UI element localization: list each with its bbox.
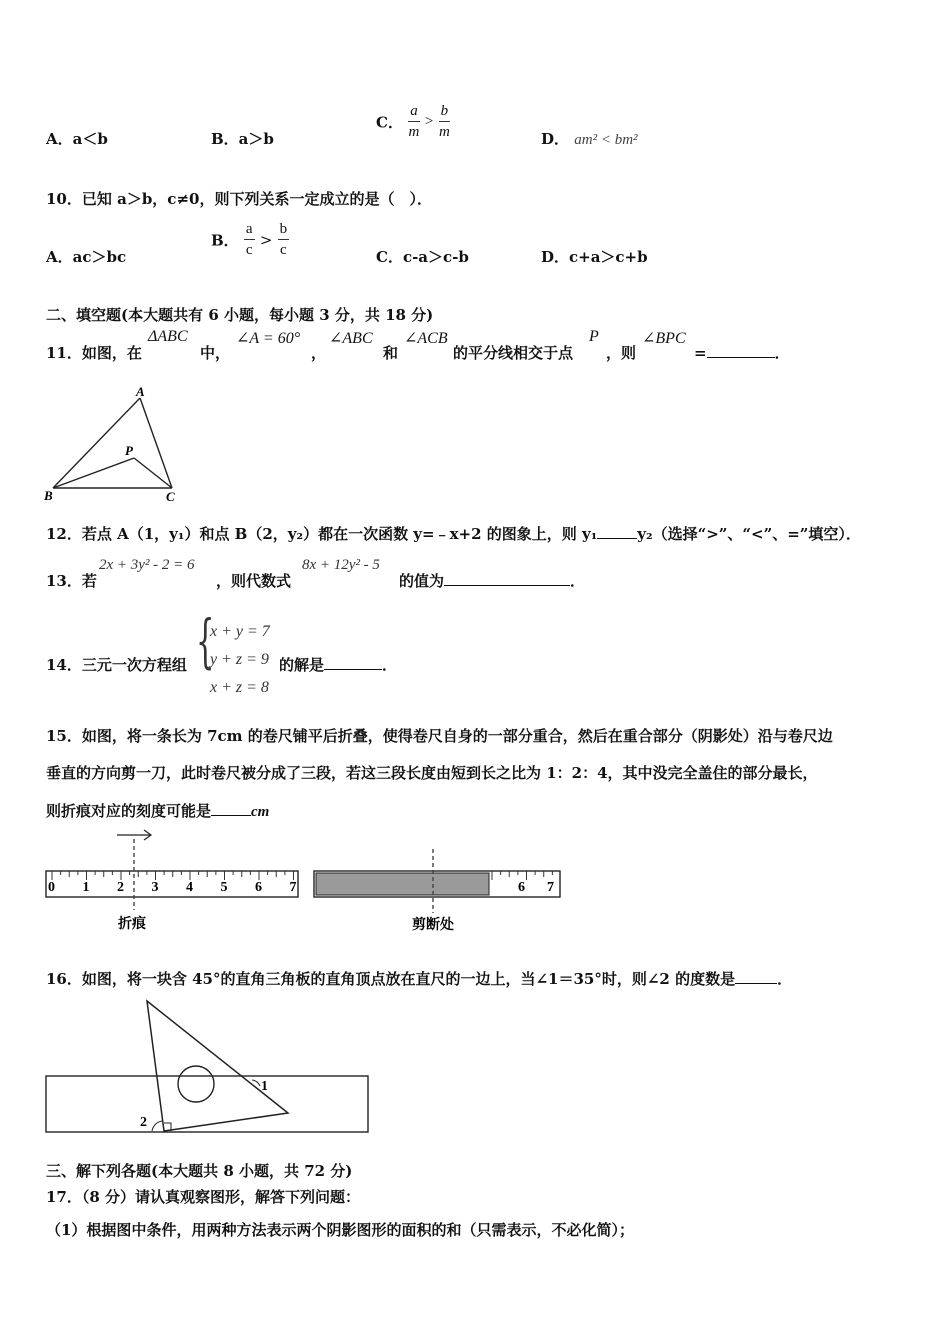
q11-text: 11．如图，在 [46, 344, 142, 362]
tape-tick-label: 4 [186, 880, 193, 895]
q15-blank[interactable] [211, 801, 251, 816]
q9-c-fraction-left: $\frac{a}{m}$ [408, 103, 420, 140]
q16-set-square-hole [178, 1066, 214, 1102]
q11-period: ． [774, 344, 790, 362]
tape-tick-label: 1 [82, 880, 90, 895]
q9-c-fraction-right: $\frac{b}{m}$ [438, 103, 450, 140]
q15-unit: cm [251, 804, 270, 820]
q16-text [46, 968, 792, 989]
tape-tick-label: 2 [117, 880, 124, 895]
q10-b-fraction-right: $\frac{b}{c}$ [279, 221, 288, 258]
q14-system [210, 618, 270, 702]
q11-text-4: 和 [383, 344, 399, 362]
q13-text-3: 的值为 [399, 572, 445, 590]
q13-blank[interactable] [444, 571, 570, 586]
q11-segment-bp [53, 458, 134, 488]
q9-option-b: B．a＞b [211, 130, 274, 148]
q12-blank[interactable] [597, 524, 637, 539]
q11-blank[interactable] [707, 343, 775, 358]
q10-b-fraction-left: $\frac{a}{c}$ [245, 221, 253, 258]
q15-line-3 [46, 800, 269, 821]
q11-label-a: A [136, 384, 145, 399]
q16-label-1: 1 [261, 1079, 268, 1094]
q9-option-c: C． $\frac{a}{m}$ > $\frac{b}{m}$ [376, 103, 450, 140]
tape-tick-label: 3 [151, 880, 159, 895]
q14-equation-3: x + z = 8 [210, 679, 269, 696]
q9-option-d: D． am² < bm² [541, 130, 638, 148]
q14-equation-1: x + y = 7 [210, 623, 270, 640]
q11-label-p: P [125, 443, 133, 458]
q11-triangle-figure [40, 380, 200, 505]
q17-part-1: （1）根据图中条件，用两种方法表示两个阴影图形的面积的和（只需表示，不必化简）； [46, 1221, 634, 1239]
q11-angle-bpc: ∠BPC [642, 330, 686, 347]
q15-tape-figure [40, 825, 580, 940]
q9-d-expression: am² < bm² [574, 132, 638, 148]
q11-angle-a: ∠A = 60° [236, 330, 301, 347]
section-3-title: 三、解下列各题(本大题共 8 小题，共 72 分) [46, 1162, 353, 1180]
q13-answer [399, 570, 585, 591]
q15-line-1: 15．如图，将一条长为 7cm 的卷尺铺平后折叠，使得卷尺自身的一部分重合，然后在重合部分（阴影处）沿与卷尺边 [46, 727, 833, 745]
tape-tick-label: 0 [48, 880, 55, 895]
q10-stem: 10．已知 a＞b，c≠0，则下列关系一定成立的是（ ）． [46, 190, 432, 208]
q13-period: ． [570, 572, 586, 590]
q12-stem-end: y₂（选择“>”、“<”、=”填空）． [637, 525, 861, 543]
q11-text-6: ，则 [606, 344, 637, 362]
q11-equals: = [694, 344, 707, 362]
q14-text: 14．三元一次方程组 [46, 656, 187, 674]
q11-text-5: 的平分线相交于点 [453, 344, 574, 362]
tape-tick-label: 5 [220, 880, 228, 895]
q15-shaded-overlap [316, 873, 489, 895]
q16-ruler-triangle-figure [40, 995, 380, 1140]
q13-expression: 8x + 12y² - 5 [302, 557, 380, 573]
q17-stem: 17．（8 分）请认真观察图形，解答下列问题： [46, 1188, 361, 1206]
q15-label-cut: 剪断处 [412, 918, 454, 933]
q13-text-2: ，则代数式 [216, 572, 292, 590]
q14-text-2: 的解是 [279, 656, 325, 674]
q9-option-a: A．a＜b [46, 130, 108, 148]
tape-tick-label: 6 [255, 880, 262, 895]
tape-tick-label: 7 [547, 880, 554, 895]
q16-set-square [147, 1001, 288, 1131]
q11-label-c: C [166, 489, 175, 504]
q15-label-fold: 折痕 [118, 917, 146, 932]
q16-period: ． [777, 970, 793, 988]
q11-angle-acb: ∠ACB [404, 330, 448, 347]
q14-brace: { [196, 607, 215, 675]
q16-label-2: 2 [140, 1115, 147, 1130]
q16-blank[interactable] [735, 969, 777, 984]
q16-angle-2-arc [152, 1121, 162, 1131]
q10-option-d: D．c+a＞c+b [541, 248, 648, 266]
q11-answer [694, 342, 790, 363]
q13-text: 13．若 [46, 572, 97, 590]
q12-stem: 12．若点 A（1，y₁）和点 B（2，y₂）都在一次函数 y=﹣x+2 的图象上，则 y₁ [46, 525, 598, 543]
q14-equation-2: y + z = 9 [210, 651, 269, 668]
q11-text-2: 中， [200, 344, 231, 362]
q11-angle-abc: ∠ABC [329, 330, 373, 347]
tape-tick-label: 6 [518, 880, 525, 895]
q15-line-2: 垂直的方向剪一刀，此时卷尺被分成了三段，若这三段长度由短到长之比为 1：2：4，其中没完全盖住的部分最长， [46, 764, 818, 782]
q11-point-p: P [589, 328, 599, 345]
tape-tick-label: 7 [289, 880, 297, 895]
q12-text [46, 523, 861, 544]
q11-text-3: ， [311, 344, 327, 362]
q10-option-b: B． $\frac{a}{c}$ > $\frac{b}{c}$ [211, 221, 288, 258]
q15-text: 则折痕对应的刻度可能是 [46, 802, 212, 820]
q10-option-a: A．ac＞bc [46, 248, 127, 266]
q11-triangle-abc: ΔABC [148, 328, 188, 345]
q13-equation: 2x + 3y² - 2 = 6 [99, 557, 195, 573]
q9-option-c-label: C． [376, 113, 403, 132]
q10-option-c: C．c-a＞c-b [376, 248, 469, 266]
q14-blank[interactable] [324, 655, 382, 670]
q14-period: ． [382, 656, 398, 674]
q16-stem: 16．如图，将一块含 45°的直角三角板的直角顶点放在直尺的一边上，当∠1＝35°时，则∠2 的度数是 [46, 970, 736, 988]
section-2-title: 二、填空题(本大题共有 6 小题，每小题 3 分，共 18 分) [46, 306, 434, 324]
q11-label-b: B [44, 488, 53, 503]
q16-ruler [46, 1076, 368, 1132]
q14-answer [279, 654, 397, 675]
